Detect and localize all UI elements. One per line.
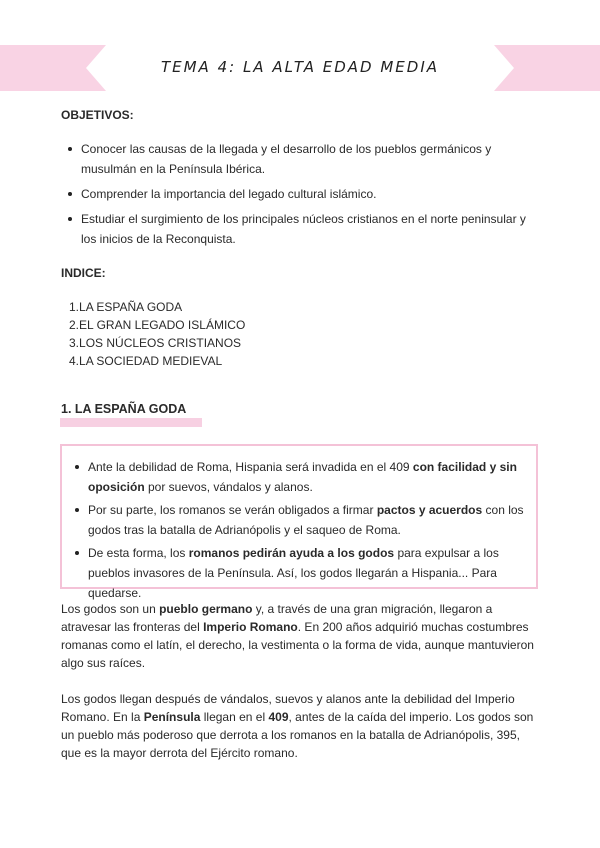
objectives-label: OBJETIVOS: <box>61 108 134 122</box>
index-label: INDICE: <box>61 266 106 280</box>
bullet-icon <box>75 508 79 512</box>
list-item: Comprender la importancia del legado cultural islámico. <box>61 184 541 204</box>
paragraph: Los godos son un pueblo germano y, a través de una gran migración, llegaron a atravesar las fronteras del Imperio Romano. En 200 años adquirió muchas costumbres romanas como el latín, el derecho, la vestimenta o la forma de vida, aunque mantuvieron algo sus raíces. <box>61 602 534 670</box>
index-list <box>69 298 469 370</box>
index-item: 3.LOS NÚCLEOS CRISTIANOS <box>69 336 242 350</box>
bullet-icon <box>75 551 79 555</box>
objectives-list <box>61 139 541 254</box>
section-underline <box>60 418 202 427</box>
page-title: TEMA 4: LA ALTA EDAD MEDIA <box>160 58 440 76</box>
list-item: Conocer las causas de la llegada y el desarrollo de los pueblos germánicos y musulmán en la Península Ibérica. <box>61 139 541 179</box>
paragraph: Los godos llegan después de vándalos, suevos y alanos ante la debilidad del Imperio Romano. En la Península llegan en el 409, antes de la caída del imperio. Los godos son un pueblo más poderoso que derrota a los romanos en la batalla de Adrianópolis, 395, que es la mayor derrota del Ejército romano. <box>61 692 534 760</box>
list-item: Ante la debilidad de Roma, Hispania será invadida en el 409 con facilidad y sin oposición por suevos, vándalos y alanos. <box>68 457 528 497</box>
index-item: 4.LA SOCIEDAD MEDIEVAL <box>69 354 223 368</box>
list-item: Estudiar el surgimiento de los principales núcleos cristianos en el norte peninsular y los inicios de la Reconquista. <box>61 209 541 249</box>
bullet-icon <box>68 192 72 196</box>
section-title: 1. LA ESPAÑA GODA <box>61 402 187 416</box>
bullet-icon <box>68 217 72 221</box>
summary-list <box>68 457 528 603</box>
summary-box <box>60 444 538 600</box>
list-item: Por su parte, los romanos se verán obligados a firmar pactos y acuerdos con los godos tras la batalla de Adrianópolis y el saqueo de Roma. <box>68 500 528 540</box>
bullet-icon <box>75 465 79 469</box>
index-item: 2.EL GRAN LEGADO ISLÁMICO <box>69 318 246 332</box>
bullet-icon <box>68 147 72 151</box>
list-item: De esta forma, los romanos pedirán ayuda a los godos para expulsar a los pueblos invasores de la Península. Así, los godos llegarán a Hispania... Para quedarse. <box>68 543 528 603</box>
index-item: 1.LA ESPAÑA GODA <box>69 300 183 314</box>
